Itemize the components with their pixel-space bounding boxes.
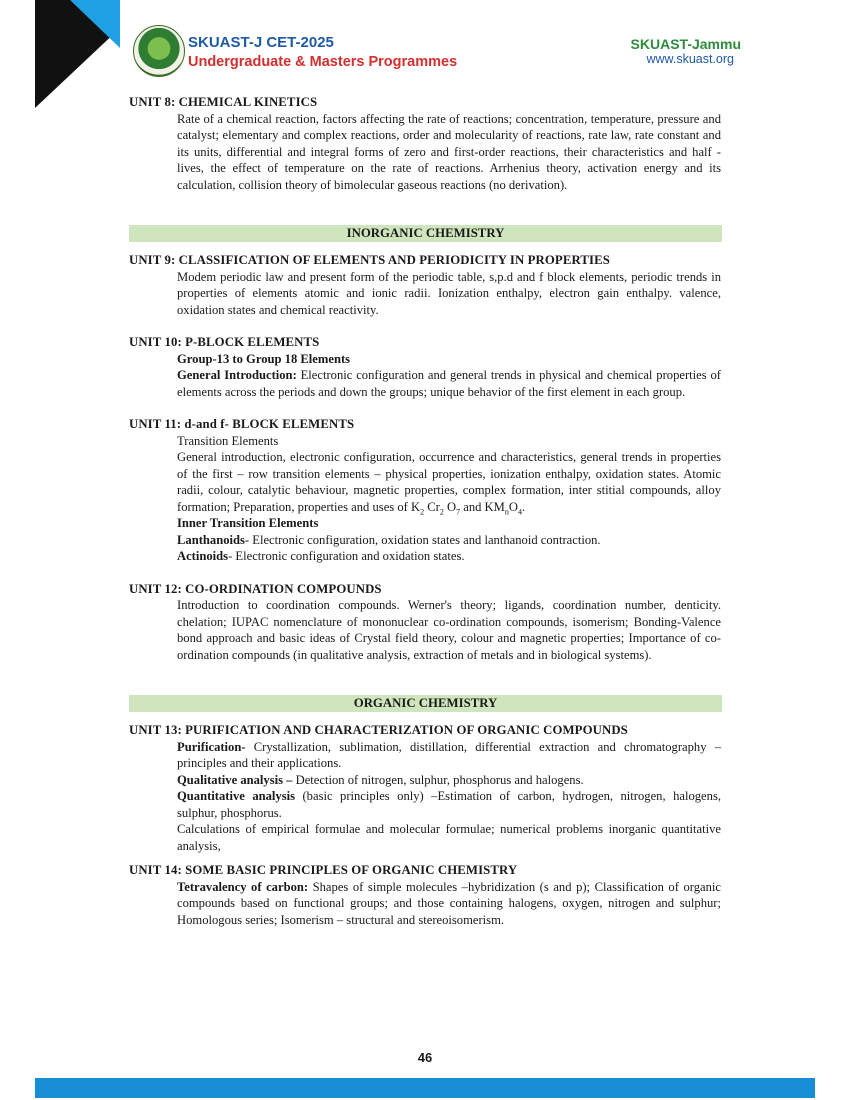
unit-9-body: Modem periodic law and present form of the periodic table, s,p.d and f block elements, periodic trends in properties of elements atomic and ionic radii. Ionization enthalpy, electron gain enthalpy. valence, oxidation states and chemical reactivity. [177,269,721,317]
unit-11-actinoids [177,548,721,565]
unit-9-heading: UNIT 9: CLASSIFICATION OF ELEMENTS AND PERIODICITY IN PROPERTIES [129,253,610,267]
footer-bar [35,1078,815,1098]
purification-text: Crystallization, sublimation, distillation, differential extraction and chromatography – principles and their applications. [177,739,721,770]
lanthanoids-label: Lanthanoids [177,532,245,547]
qualitative-text: Detection of nitrogen, sulphur, phosphorus and halogens. [292,772,584,787]
purification-label: Purification- [177,739,246,754]
unit-11-body [177,449,721,515]
unit-14-heading: UNIT 14: SOME BASIC PRINCIPLES OF ORGANIC CHEMISTRY [129,863,518,877]
cr-text: Cr [424,499,440,514]
quantitative-label: Quantitative analysis [177,789,296,803]
header-title: SKUAST-J CET-2025 [188,34,334,51]
unit-10-heading: UNIT 10: P-BLOCK ELEMENTS [129,335,320,349]
unit-11-heading: UNIT 11: d-and f- BLOCK ELEMENTS [129,417,355,431]
o-text: O [443,499,457,514]
section-band-organic: ORGANIC CHEMISTRY [129,695,722,712]
and-km-text: and KM [460,499,505,514]
header-subtitle: Undergraduate & Masters Programmes [188,54,458,70]
quantitative-text: (basic principles only) –Estimation of carbon, hydrogen, nitrogen, halogens, sulphur, phosphorus. [177,789,721,820]
header-website[interactable]: www.skuast.org [646,52,734,66]
unit-10-group [177,351,721,368]
unit-10-body [177,367,721,400]
unit-13-heading: UNIT 13: PURIFICATION AND CHARACTERIZATION OF ORGANIC COMPOUNDS [129,723,628,737]
sub-2b: 2 [439,507,444,517]
o2-text: O [508,499,518,514]
unit-14-body [177,879,721,929]
header-org: SKUAST-Jammu [630,36,741,52]
actinoids-label: Actinoids [177,549,229,563]
syllabus-content [129,94,721,928]
actinoids-text: - Electronic configuration and oxidation states. [228,549,465,563]
sub-4: 4 [517,507,522,517]
sub-n: n [504,507,509,517]
unit-13-purification [177,739,721,772]
unit-11-inner-label: Inner Transition Elements [177,516,319,530]
tetravalency-label: Tetravalency of carbon: [177,879,309,894]
unit-12-body: Introduction to coordination compounds. Werner's theory; ligands, coordination number, denticity. chelation; IUPAC nomenclature of mononuclear co-ordination compounds, isomerism; Bonding-Valence bond approach and basic ideas of Crystal field theory, colour and magnetic properties; Importance of co-ordination compounds (in qualitative analysis, extraction of metals and in biological systems). [177,598,721,662]
unit-13-qualitative [177,772,721,789]
end-text: . [521,499,526,514]
unit-11-transition: Transition Elements [177,433,279,448]
unit-13-quantitative [177,788,721,821]
unit-10-gi-label: General Introduction: [177,368,297,382]
lanthanoids-text: - Electronic configuration, oxidation states and lanthanoid contraction. [244,532,601,547]
unit-12-heading: UNIT 12: CO-ORDINATION COMPOUNDS [129,581,382,596]
sub-2a: 2 [420,507,425,517]
unit-13-calculations: Calculations of empirical formulae and molecular formulae; numerical problems inorganic quantitative analysis, [177,822,721,853]
unit-10-group-label: Group-13 to Group 18 Elements [177,351,351,366]
university-logo [133,25,185,77]
unit-11-body-text: General introduction, electronic configuration, occurrence and characteristics, general trends in properties of the first – row transition elements – physical properties, ionization enthalpy, oxidation states. Atomic radii, colour, catalytic behaviour, magnetic properties, complex formation, inter stitial compounds, alloy formation; Preparation, properties and uses of K [177,450,721,514]
unit-8-body: Rate of a chemical reaction, factors affecting the rate of reactions; concentration, temperature, pressure and catalyst; elementary and complex reactions, order and molecularity of reactions, rate law, rate constant and its units, differential and integral forms of zero and first-order reactions, their characteristics and half - lives, the effect of temperature on the rate of reactions. Arrhenius theory, activation energy and its calculation, collision theory of bimolecular gaseous reactions (no derivation). [177,111,721,192]
unit-11-lanthanoids [177,532,721,549]
qualitative-label: Qualitative analysis – [177,772,293,787]
section-band-inorganic: INORGANIC CHEMISTRY [129,225,722,242]
page-number: 46 [417,1050,433,1065]
unit-8-heading: UNIT 8: CHEMICAL KINETICS [129,95,318,109]
sub-7: 7 [456,507,461,517]
unit-11-inner [177,515,721,532]
corner-decoration [0,0,125,110]
unit-10-gi-text: Electronic configuration and general trends in physical and chemical properties of elements across the periods and down the groups; unique behavior of the first element in each group. [177,368,721,399]
tetravalency-text: Shapes of simple molecules –hybridization (s and p); Classification of organic compounds based on functional groups; and those containing halogens, oxygen, nitrogen and sulphur; Homologous series; Isomerism – structural and stereoisomerism. [177,879,722,927]
